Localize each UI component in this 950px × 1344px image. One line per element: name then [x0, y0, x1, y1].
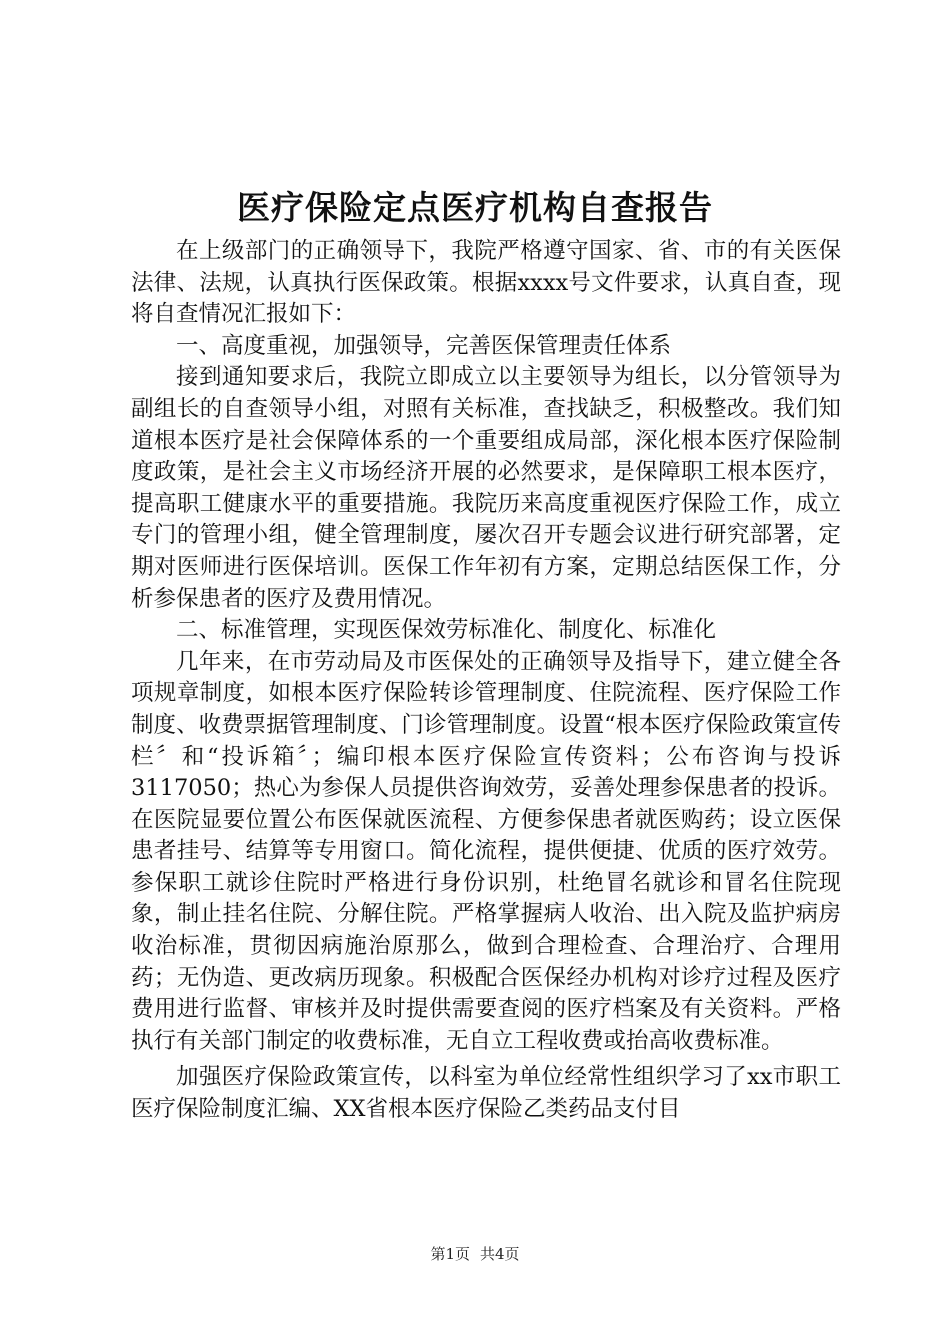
section-1-paragraph: 接到通知要求后，我院立即成立以主要领导为组长，以分管领导为副组长的自查领导小组，对照有关标准，查找缺乏，积极整改。我们知道根本医疗是社会保障体系的一个重要组成局部，深化根本医疗保险制度政策，是社会主义市场经济开展的必然要求，是保障职工根本医疗，提高职工健康水平的重要措施。我院历来高度重视医疗保险工作，成立专门的管理小组，健全管理制度，屡次召开专题会议进行研究部署，定期对医师进行医保培训。医保工作年初有方案，定期总结医保工作，分析参保患者的医疗及费用情况。 — [131, 364, 841, 612]
document-body — [131, 236, 864, 1126]
page-footer — [0, 1244, 950, 1264]
page-number: 第1页 — [430, 1245, 470, 1263]
section-heading-1: 一、高度重视，加强领导，完善医保管理责任体系 — [176, 332, 672, 359]
section-2-paragraph: 几年来，在市劳动局及市医保处的正确领导及指导下，建立健全各项规章制度，如根本医疗保险转诊管理制度、住院流程、医疗保险工作制度、收费票据管理制度、门诊管理制度。设置“根本医疗保险政策宣传栏〞和“投诉箱〞；编印根本医疗保险宣传资料；公布咨询与投诉 3117050；热心为参保人员提供咨询效劳，妥善处理参保患者的投诉。在医院显要位置公布医保就医流程、方便参保患者就医购药；设立医保患者挂号、结算等专用窗口。简化流程，提供便捷、优质的医疗效劳。参保职工就诊住院时严格进行身份识别，杜绝冒名就诊和冒名住院现象，制止挂名住院、分解住院。严格掌握病人收治、出入院及监护病房收治标准，贯彻因病施治原那么，做到合理检查、合理治疗、合理用药；无伪造、更改病历现象。积极配合医保经办机构对诊疗过程及医疗费用进行监督、审核并及时提供需要查阅的医疗档案及有关资料。严格执行有关部门制定的收费标准，无自立工程收费或抬高收费标准。 — [131, 648, 864, 1054]
section-heading-2: 二、标准管理，实现医保效劳标准化、制度化、标准化 — [176, 617, 717, 644]
intro-paragraph: 在上级部门的正确领导下，我院严格遵守国家、省、市的有关医保法律、法规，认真执行医保政策。根据xxxx号文件要求，认真自查，现将自查情况汇报如下： — [131, 238, 841, 328]
page-total: 共4页 — [480, 1245, 520, 1263]
policy-promotion-paragraph: 加强医疗保险政策宣传，以科室为单位经常性组织学习了xx市职工医疗保险制度汇编、XX省根本医疗保险乙类药品支付目 — [131, 1064, 841, 1123]
document-title: 医疗保险定点医疗机构自查报告 — [237, 188, 713, 227]
